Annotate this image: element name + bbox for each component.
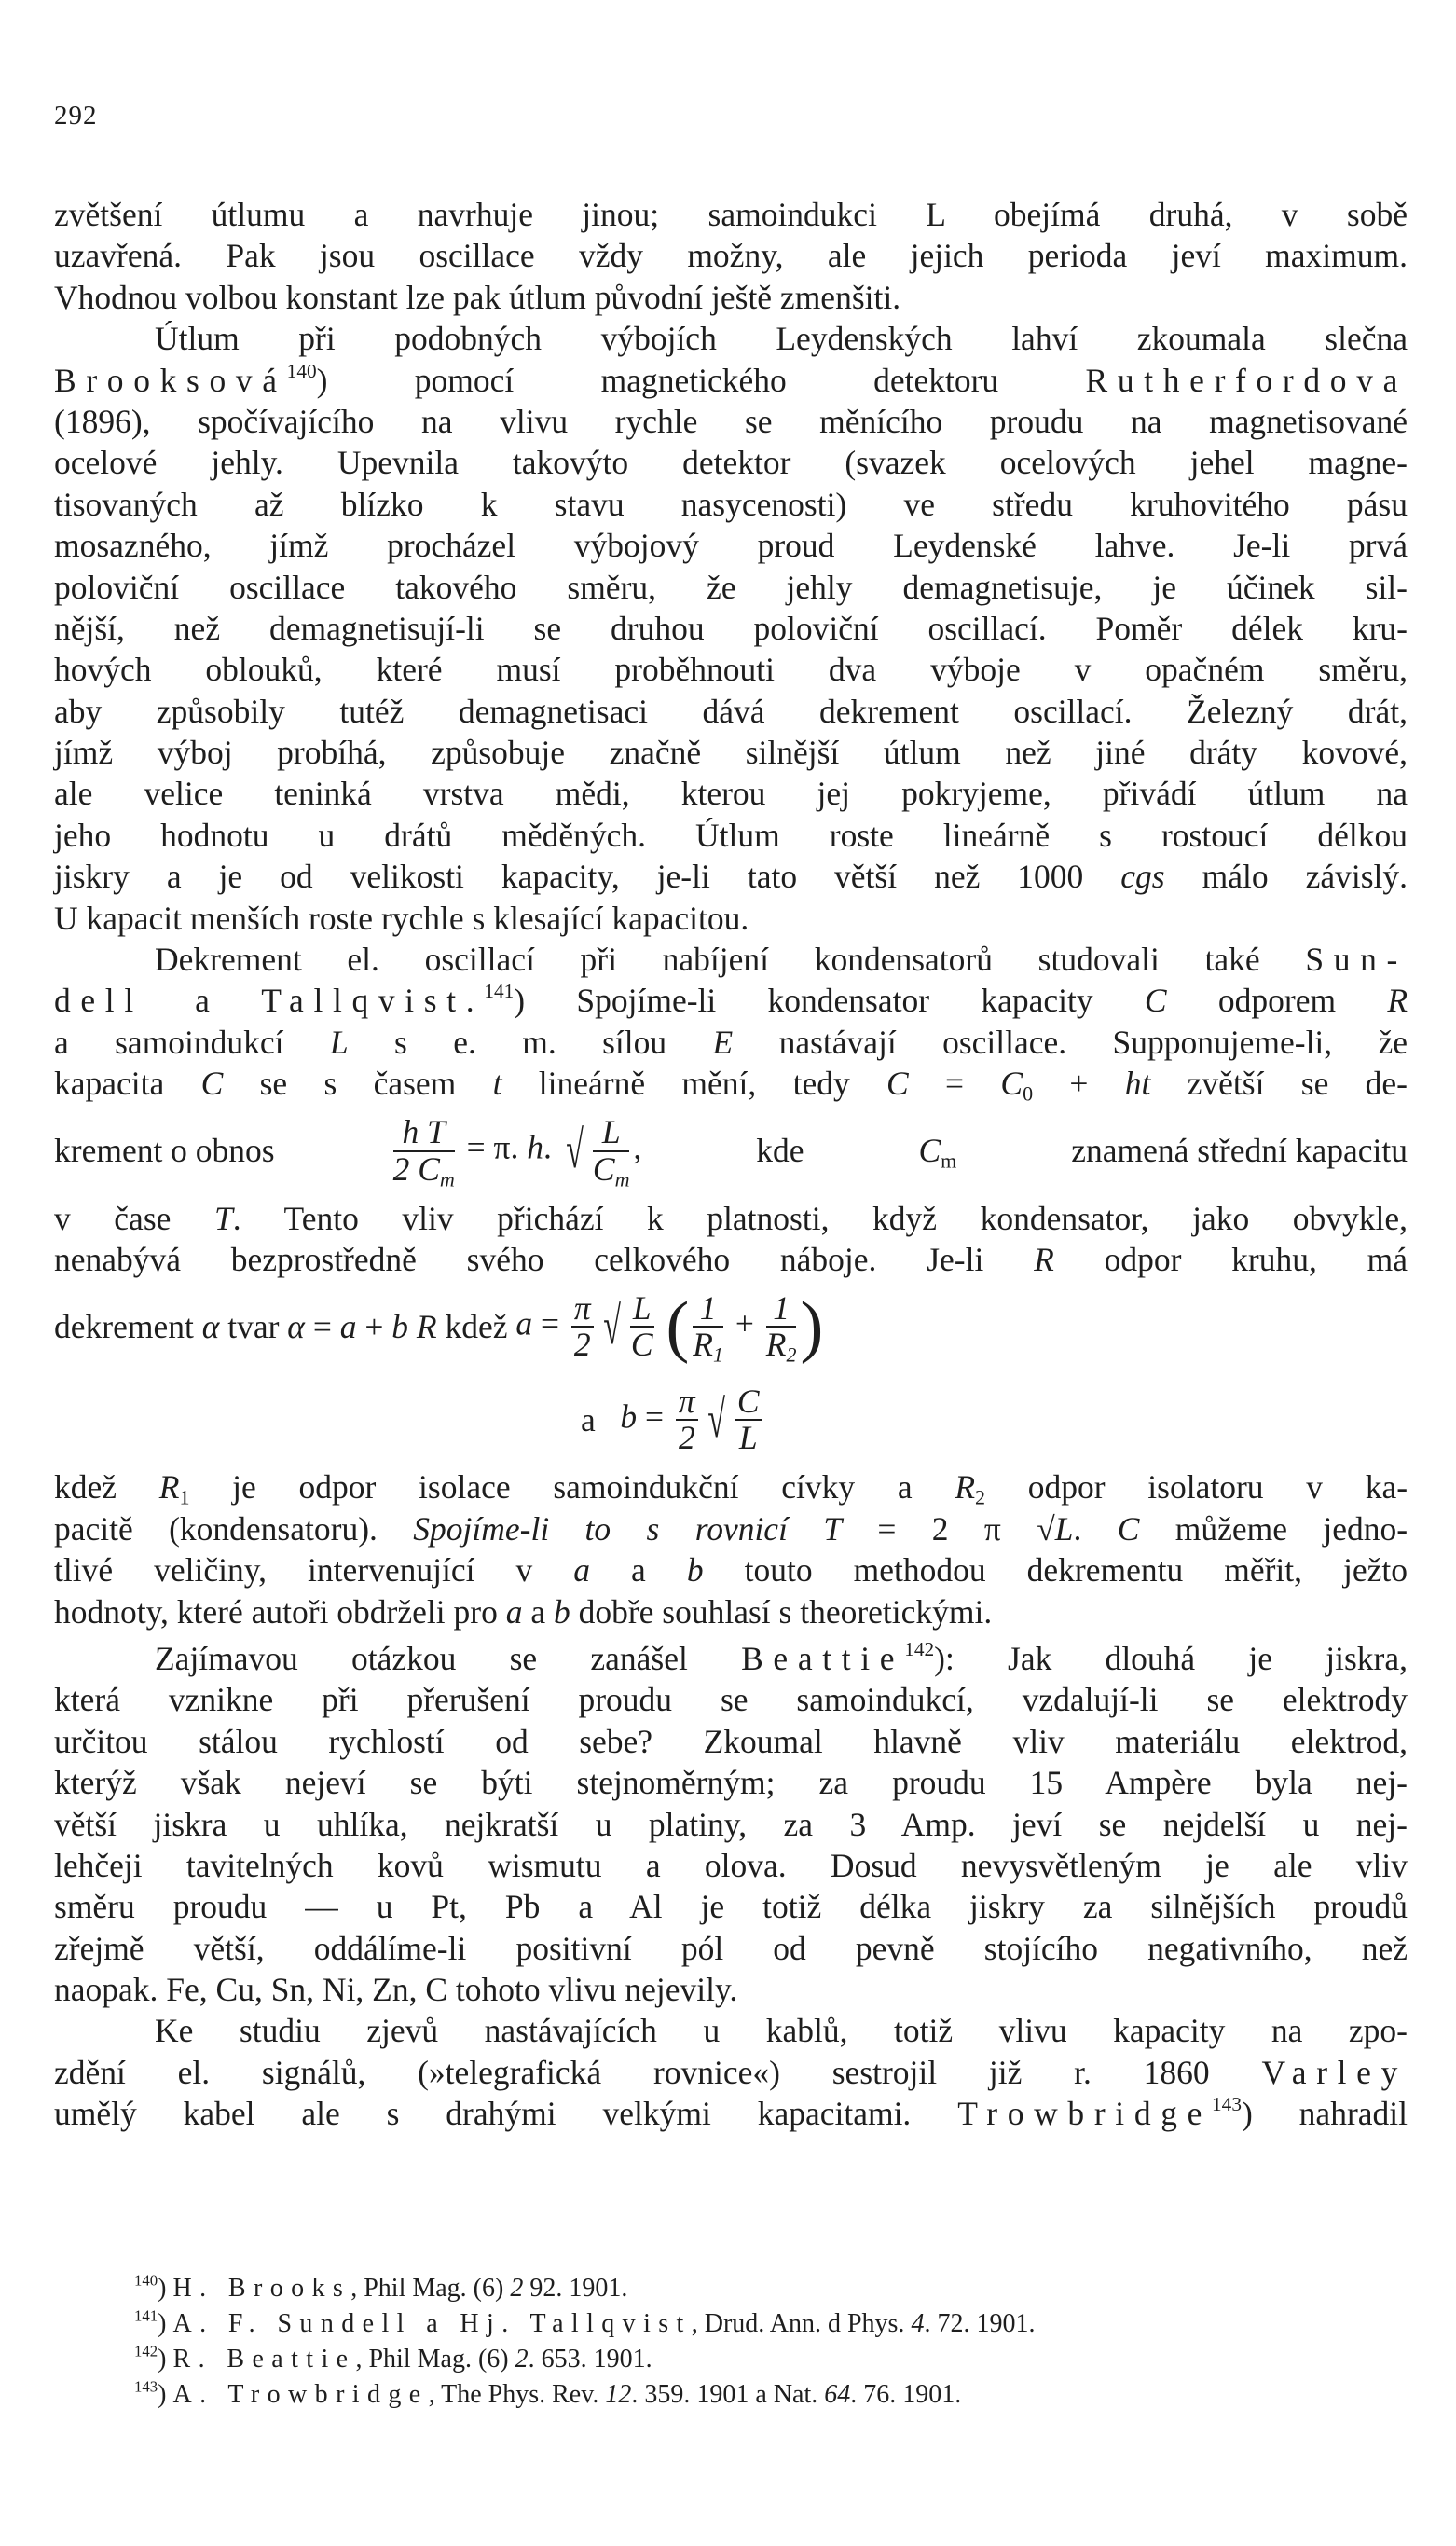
text-line: uzavřená. Pak jsou oscillace vždy možny, ale jejich perioda jeví maximum. [54, 237, 1408, 275]
text-line: nější, než demagnetisují-li se druhou poloviční oscillací. Poměr délek kru- [54, 609, 1408, 647]
equation-line: a b = $\frac{\pi}{2}$ √ $\frac{C}{L}$ [54, 1373, 1408, 1466]
footnote: $^{140}$) H. Brooks, Phil Mag. (6) 2 92. 1901. [134, 2271, 628, 2303]
author-name: Varley [1261, 2053, 1408, 2091]
text-line: kterýž však nejeví se býti stejnoměrným; za proudu 15 Ampère byla nej- [54, 1764, 1408, 1802]
ref-marker: 141 [484, 980, 515, 1003]
text-line: pacitě (kondensatoru). Spojíme-li to s rovnicí T = 2 π √L. C můžeme jedno- [54, 1509, 1408, 1548]
body-text [54, 194, 1408, 2135]
text-line: jeho hodnotu u drátů měděných. Útlum roste lineárně s rostoucí délkou [54, 816, 1408, 854]
equation-line: krement o obnos $\frac{\text{h T}}{2 C_m}$ = π. h. √ $\frac{L}{C_m}$ , kde $C_m$ znamená střední kapacitu [54, 1113, 1408, 1191]
text-line: tlivé veličiny, intervenující v a a b touto methodou dekrementu měřit, ježto [54, 1551, 1408, 1590]
formula-b: b = $\frac{\pi}{2}$ √ $\frac{C}{L}$ [620, 1384, 765, 1456]
footnote: $^{141}$) A. F. Sundell a Hj. Tallqvist, Drud. Ann. d Phys. 4. 72. 1901. [134, 2306, 1036, 2338]
text-line: Útlum při podobných výbojích Leydenských lahví zkoumala slečna [155, 320, 1408, 358]
text-line: hodnoty, které autoři obdrželi pro a a b dobře souhlasí s theoretickými. [54, 1592, 993, 1631]
author-name: Brooksová [54, 361, 287, 399]
author-name: Tallqvist. [261, 982, 485, 1020]
author-name: Trowbridge [957, 2095, 1213, 2133]
formula-decrement-form: α = a + b R [287, 1308, 437, 1346]
text-line: nenabývá bezprostředně svého celkového náboje. Je-li R odpor kruhu, má [54, 1240, 1408, 1278]
text-line: kdež $R_1$ je odpor isolace samoindukční cívky a $R_2$ odpor isolatoru v ka- [54, 1468, 1408, 1509]
text-line: Ke studiu zjevů nastávajících u kablů, totiž vlivu kapacity na zpo- [155, 2012, 1408, 2050]
text-line: jiskry a je od velikosti kapacity, je-li tato větší než 1000 cgs málo závislý. [54, 858, 1408, 896]
text-line: zvětšení útlumu a navrhuje jinou; samoindukci L obejímá druhá, v sobě [54, 196, 1408, 233]
footnote: $^{142}$) R. Beattie, Phil Mag. (6) 2. 653. 1901. [134, 2342, 652, 2374]
text-line: (1896), spočívajícího na vlivu rychle se měnícího proudu na magnetisované [54, 402, 1408, 440]
text-line: zřejmě větší, oddálíme-li positivní pól od pevně stojícího negativního, než [54, 1929, 1408, 1967]
ref-marker: 143 [1212, 2093, 1242, 2116]
footnote: $^{143}$) A. Trowbridge, The Phys. Rev. 12. 359. 1901 a Nat. 64. 76. 1901. [134, 2377, 962, 2409]
text-line: a samoindukcí L s e. m. sílou E nastávají oscillace. Supponujeme-li, že [54, 1023, 1408, 1061]
text-line: Brooksová$^{140}$) pomocí magnetického detektoru Rutherfordova [54, 359, 1408, 399]
text-line: Vhodnou volbou konstant lze pak útlum původní ještě zmenšiti. [54, 278, 901, 316]
text-line: ocelové jehly. Upevnila takovýto detektor (svazek ocelových jehel magne- [54, 444, 1408, 482]
text-line: poloviční oscillace takového směru, že jehly demagnetisuje, je účinek sil- [54, 568, 1408, 606]
text-line: Dekrement el. oscillací při nabíjení kondensatorů studovali také Sun- [155, 941, 1408, 979]
page-number: 292 [54, 101, 98, 131]
text-line: mosazného, jímž procházel výbojový proud Leydenské lahve. Je-li prvá [54, 527, 1408, 565]
text-line: U kapacit menších roste rychle s klesající kapacitou. [54, 899, 749, 937]
author-name: Rutherfordova [1085, 361, 1408, 399]
text-line: jímž výboj probíhá, způsobuje značně silnější útlum než jiné dráty kovové, [54, 734, 1408, 772]
text-line: dell a Tallqvist.$^{141}$) Spojíme-li kondensator kapacity C odporem R [54, 980, 1408, 1020]
text-line: zdění el. signálů, (»telegrafická rovnice«) sestrojil již r. 1860 Varley [54, 2053, 1408, 2091]
text-line: kapacita C se s časem t lineárně mění, tedy $C = C_0$ + ht zvětší se de- [54, 1065, 1408, 1106]
author-name: Beattie [741, 1639, 905, 1677]
text-line: která vznikne při přerušení proudu se samoindukcí, vzdalují-li se elektrody [54, 1681, 1408, 1719]
text-line: naopak. Fe, Cu, Sn, Ni, Zn, C tohoto vlivu nejevily. [54, 1971, 738, 2009]
text-line: určitou stálou rychlostí od sebe? Zkoumal hlavně vliv materiálu elektrod, [54, 1722, 1408, 1760]
footnotes [134, 2271, 1402, 2413]
text-line: hových oblouků, které musí proběhnouti dva výboje v opačném směru, [54, 651, 1408, 689]
author-name: Sun- [1305, 941, 1408, 979]
text-line: aby způsobily tutéž demagnetisaci dává dekrement oscillací. Železný drát, [54, 692, 1408, 730]
text-line: větší jiskra u uhlíka, nejkratší u platiny, za 3 Amp. jeví se nejdelší u nej- [54, 1805, 1408, 1843]
text-line: v čase T. Tento vliv přichází k platnosti, když kondensator, jako obvykle, [54, 1199, 1408, 1237]
text-line: směru proudu — u Pt, Pb a Al je totiž délka jiskry za silnějších proudů [54, 1888, 1408, 1926]
formula-a: a = $\frac{\pi}{2}$ √ $\frac{L}{C}$ ( $\frac{1}{R_1}$ + $\frac{1}{R_2}$ ) [515, 1288, 824, 1367]
equation-line: dekrement α tvar α = a + b R kdež a = $\frac{\pi}{2}$ √ $\frac{L}{C}$ ( $\frac{1}{R_1}$ + $\frac{1}{R_2}$ ) [54, 1288, 824, 1367]
formula-decrement-increment: $\frac{\text{h T}}{2 C_m}$ = π. h. √ $\frac{L}{C_m}$ , [392, 1113, 642, 1191]
author-name: dell [54, 982, 144, 1020]
ref-marker: 142 [904, 1638, 935, 1661]
text-line: ale velice teninká vrstva mědi, kterou jej pokryjeme, přivádí útlum na [54, 775, 1408, 813]
text-line: umělý kabel ale s drahými velkými kapacitami. Trowbridge$^{143}$) nahradil [54, 2093, 1408, 2133]
text-line: Zajímavou otázkou se zanášel Beattie$^{142}$): Jak dlouhá je jiskra, [155, 1638, 1408, 1677]
text-line: tisovaných až blízko k stavu nasycenosti) ve středu kruhovitého pásu [54, 485, 1408, 523]
ref-marker: 140 [286, 359, 317, 382]
text-line: lehčeji tavitelných kovů wismutu a olova. Dosud nevysvětleným je ale vliv [54, 1846, 1408, 1884]
